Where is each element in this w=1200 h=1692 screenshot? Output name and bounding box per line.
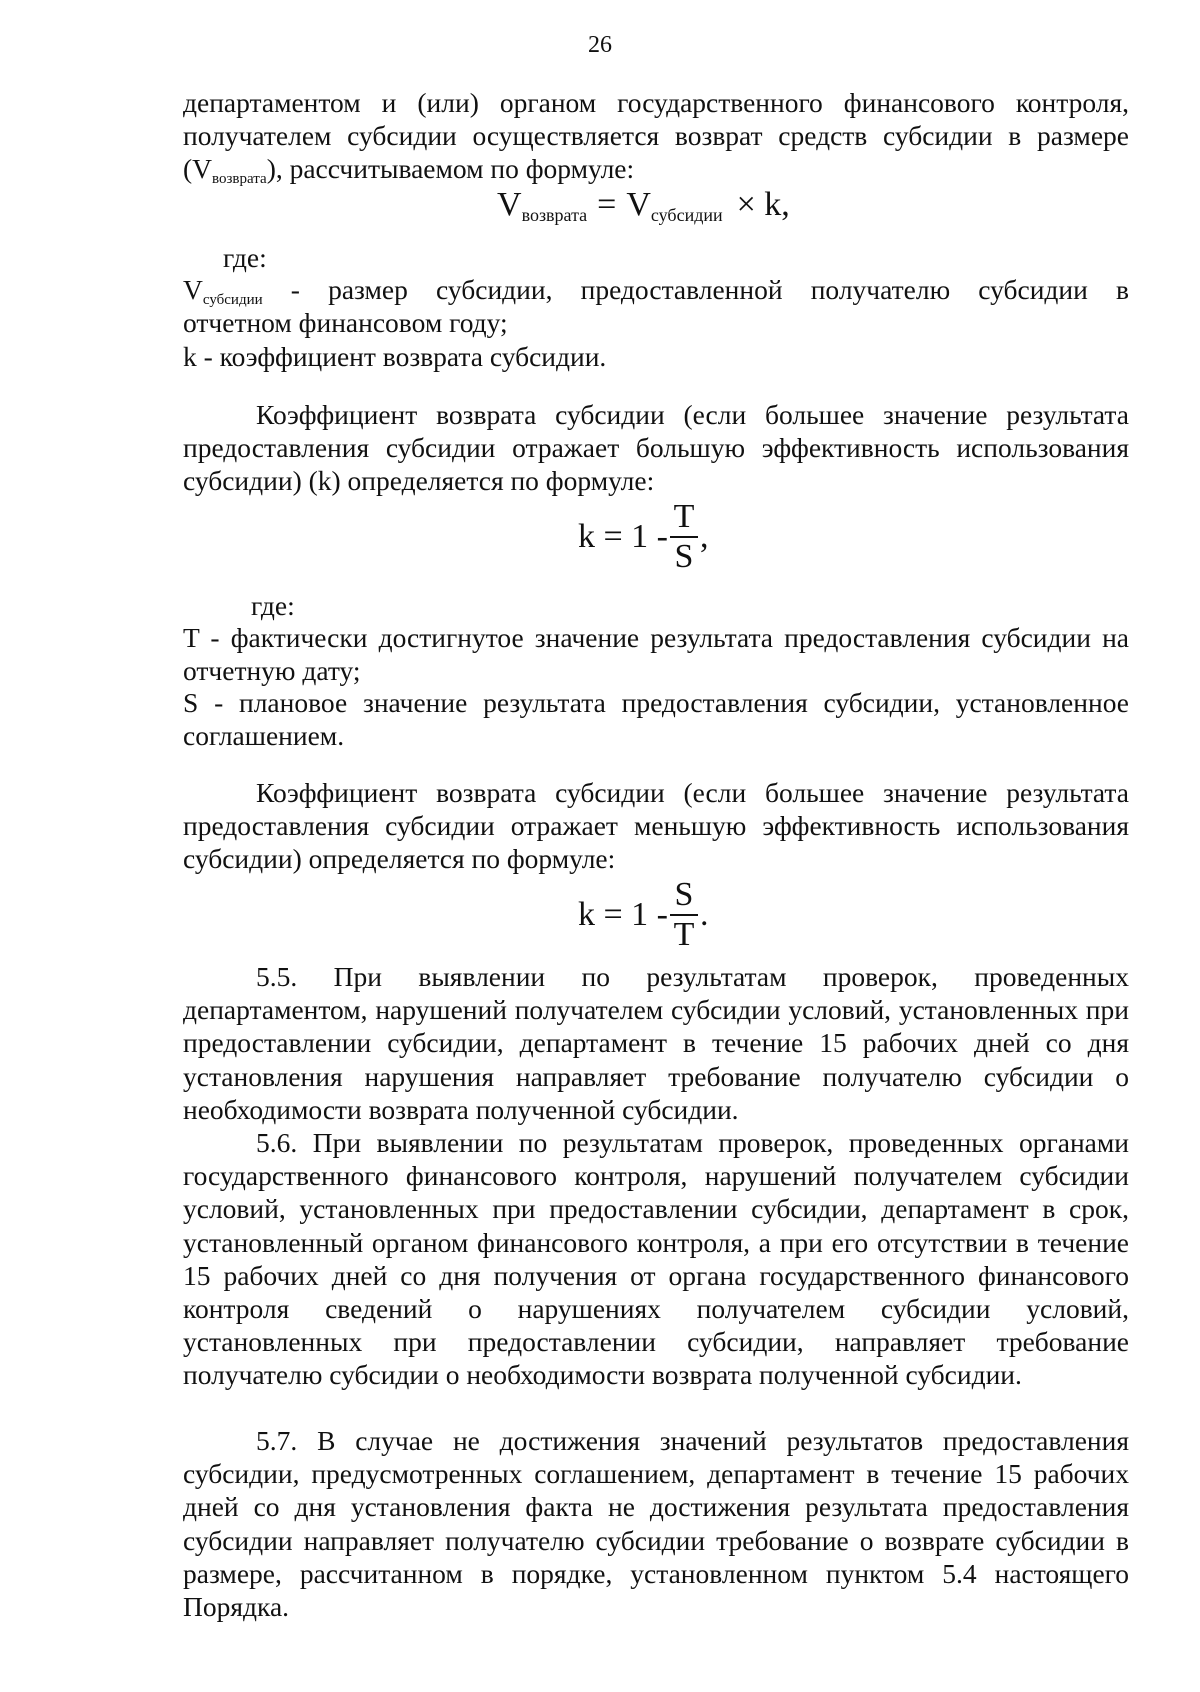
clause-5-6: 5.6. При выявлении по результатам проверок, проведенных органами государственного финансового контроля, нарушений получателем субсидии условий, установленных при предоставлении субсидии, департамент в срок, установленный органом финансового контроля, а при его отсутствии в течение 15 рабочих дней со дня получения от органа государственного финансового контроля сведений о нарушениях получателем субсидии условий, установленных при предоставлении субсидии, направляет требование получателю субсидии о необходимости возврата полученной субсидии. [183, 1127, 1129, 1391]
formula1-eq: = [597, 186, 617, 223]
formula-return-amount [497, 186, 790, 224]
def-v-continuation: отчетном финансовом году; [183, 307, 508, 338]
formula3-denominator: T [673, 916, 695, 953]
def-v-word: субсидии [978, 274, 1088, 305]
formula3-tail: . [700, 896, 709, 933]
formula3-numerator: S [674, 876, 694, 913]
page-number: 26 [588, 32, 612, 58]
formula3-fraction [670, 876, 698, 954]
formula2-denominator: S [674, 538, 694, 575]
formula1-v2: V [626, 186, 651, 223]
formula2-lhs: k = 1 - [578, 518, 668, 555]
formula2-numerator: T [673, 498, 695, 535]
coefficient-paragraph-1: Коэффициент возврата субсидии (если большее значение результата предоставления субсидии отражает большую эффективность использования субсидии) (k) определяется по формуле: [183, 399, 1129, 497]
def-v-symbol: V [183, 274, 203, 305]
coefficient-paragraph-2: Коэффициент возврата субсидии (если большее значение результата предоставления субсидии отражает меньшую эффективность использования субсидии) определяется по формуле: [183, 777, 1129, 875]
def-v-word: в [1115, 274, 1129, 305]
def-v-dash: - [290, 274, 300, 305]
clause-5-7: 5.7. В случае не достижения значений результатов предоставления субсидии, предусмотренных соглашением, департамент в течение 15 рабочих дней со дня установления факта не достижения результата предоставления субсидии направляет получателю субсидии требование о возврате субсидии в размере, рассчитанном в порядке, установленном пунктом 5.4 настоящего Порядка. [183, 1425, 1129, 1623]
formula3-lhs: k = 1 - [578, 896, 668, 933]
def-k: k - коэффициент возврата субсидии. [183, 341, 607, 372]
def-v-word: субсидии, [436, 274, 553, 305]
formula-k-t-over-s [578, 498, 709, 576]
formula1-tail: × k, [736, 186, 790, 223]
def-v-word: получателю [810, 274, 951, 305]
where-label-1: где: [223, 242, 267, 273]
formula1-sub1: возврата [521, 204, 588, 225]
def-s: S - плановое значение результата предоставления субсидии, установленное соглашением. [183, 687, 1129, 752]
intro-paragraph [183, 86, 1129, 192]
intro-text: департаментом и (или) органом государственного финансового контроля, получателем субсидии осуществляется возврат средств субсидии в размере [183, 87, 1129, 152]
def-v-sub: субсидии [202, 292, 263, 308]
def-v-word: размер [328, 274, 408, 305]
def-t: T - фактически достигнутое значение результата предоставления субсидии на отчетную дату; [183, 622, 1129, 687]
def-v-word: предоставленной [580, 274, 783, 305]
formula2-tail: , [700, 518, 709, 555]
intro-last-suffix: ), рассчитываемом по формуле: [266, 153, 635, 185]
clause-5-5: 5.5. При выявлении по результатам проверок, проведенных департаментом, нарушений получателем субсидии условий, установленных при предоставлении субсидии, департамент в течение 15 рабочих дней со дня установления нарушения направляет требование получателю субсидии о необходимости возврата полученной субсидии. [183, 961, 1129, 1125]
formula1-sub2: субсидии [650, 204, 723, 225]
intro-last-prefix: (V [183, 153, 213, 185]
where-label-2: где: [251, 590, 295, 621]
formula1-v1: V [497, 186, 522, 223]
formula-k-s-over-t [578, 876, 709, 954]
intro-last-sub: возврата [212, 171, 267, 188]
formula2-fraction [670, 498, 698, 576]
